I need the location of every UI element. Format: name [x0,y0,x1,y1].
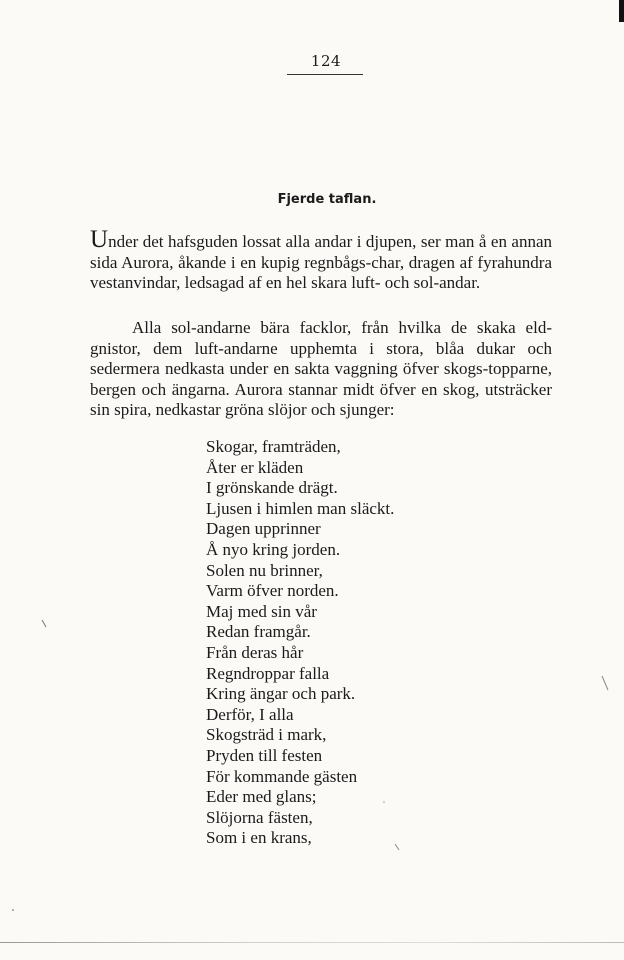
speck-mark [42,620,46,627]
chapter-heading: Fjerde taflan. [277,192,377,207]
poem-line: Å nyo kring jorden. [206,539,341,559]
poem-line: Skogar, framträden, [206,437,341,456]
poem-line: Kring ängar och park. [206,684,356,704]
poem-line: Varm öfver norden. [206,581,339,601]
poem-line: Åter er kläden [206,457,304,477]
poem-line: Som i en krans, [206,828,312,848]
speck-mark [395,844,399,850]
speck-dot [12,909,14,911]
poem-line: Dagen upprinner [206,519,321,539]
scan-edge-mark [619,0,624,22]
poem-line: Slöjorna fästen, [206,807,313,827]
poem-line: Derför, I alla [206,704,294,724]
poem-line: Eder med glans; [206,787,317,807]
paragraph-1 [90,226,552,294]
poem-line: Solen nu brinner, [206,560,323,580]
poem-line: Maj med sin vår [206,601,317,621]
poem-line: Redan framgår. [206,622,311,642]
page-number: 124 [310,52,342,70]
poem-line: Skogsträd i mark, [206,725,327,745]
scan-bottom-edge [0,942,624,943]
paragraph-1-text: nder det hafsguden lossat alla andar i djupen, ser man å en annan sida Aurora, åkande i en kupig regnbågs-char, dragen af fyrahundra vestanvindar, ledsagad af en hel skara luft- och sol-andar. [90,232,552,293]
drop-cap: U [90,226,109,253]
poem-line: Från deras hår [206,642,304,662]
speck-mark [602,676,608,690]
paragraph-2: Alla sol-andarne bära facklor, från hvilka de skaka eld-gnistor, dem luft-andarne upphemta i stora, blåa dukar och sedermera nedkasta under en sakta vaggning öfver skogs-topparne, bergen och ängarna. Aurora stannar midt öfver en skog, utsträcker sin spira, nedkastar gröna slöjor och sjunger: [90,318,552,420]
poem-line: Regndroppar falla [206,663,330,683]
poem-line: För kommande gästen [206,766,358,786]
poem-line: Ljusen i himlen man släckt. [206,498,395,518]
page-number-rule [287,74,363,75]
poem-line: Pryden till festen [206,745,323,765]
poem-line: I grönskande drägt. [206,478,338,498]
poem [206,437,394,849]
